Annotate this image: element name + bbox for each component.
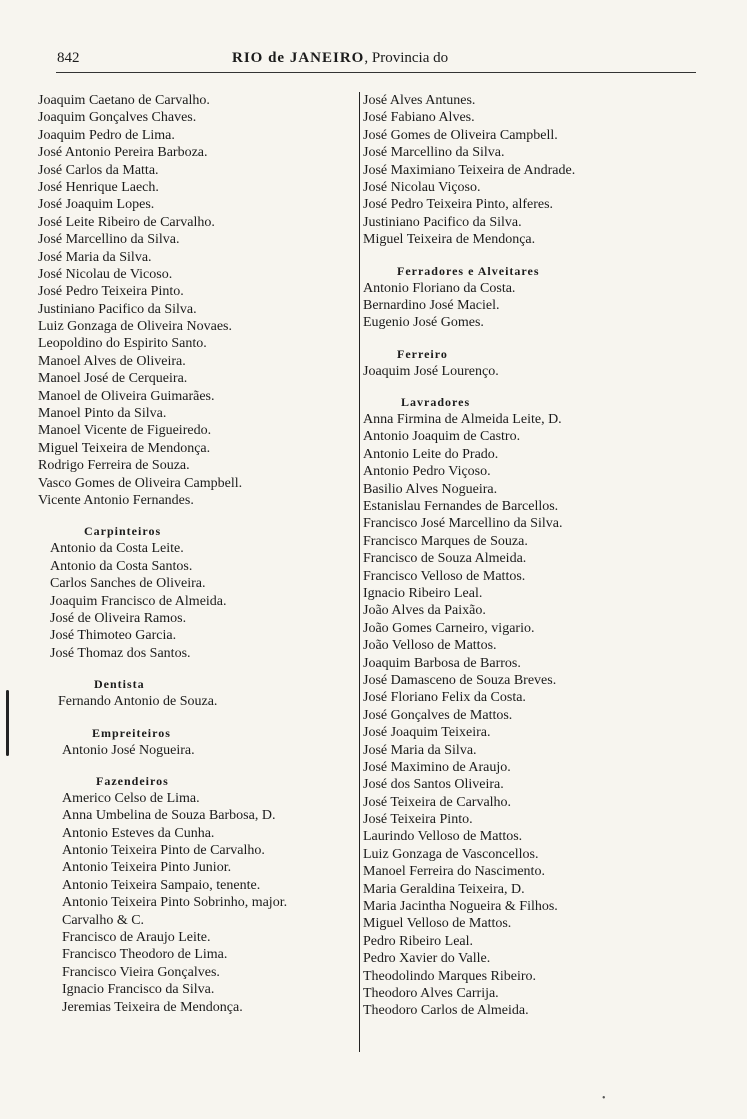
fazendeiros-list (38, 790, 360, 1016)
list-entry: José Floriano Felix da Costa. (363, 690, 526, 706)
section-heading-ferreiro: Ferreiro (397, 346, 448, 361)
list-entry: Manoel Ferreira do Nascimento. (363, 864, 545, 880)
list-entry: Theodoro Carlos de Almeida. (363, 1003, 529, 1019)
list-entry: José Maria da Silva. (38, 249, 152, 265)
list-entry: José Teixeira Pinto. (363, 812, 473, 828)
list-entry: Theodolindo Marques Ribeiro. (363, 968, 537, 984)
list-entry: José Marcellino da Silva. (38, 232, 180, 248)
running-title-main: RIO de JANEIRO (232, 50, 365, 66)
list-entry: José Carlos da Matta. (38, 162, 159, 178)
list-entry: Pedro Ribeiro Leal. (363, 933, 474, 949)
list-entry: Antonio José Nogueira. (62, 742, 195, 758)
list-entry: Francisco Marques de Souza. (363, 533, 528, 549)
ferreiro-list (363, 363, 663, 380)
lavradores-list (363, 411, 663, 1020)
list-entry: Francisco de Araujo Leite. (62, 930, 211, 946)
list-entry: José Joaquim Lopes. (38, 197, 155, 213)
list-entry: Antonio da Costa Leite. (50, 541, 184, 557)
list-entry: João Velloso de Mattos. (363, 638, 497, 654)
list-entry: José Fabiano Alves. (363, 110, 475, 126)
list-entry: José Damasceno de Souza Breves. (363, 672, 557, 688)
left-list-continued (38, 92, 360, 509)
list-entry: Antonio Esteves da Cunha. (62, 825, 215, 841)
list-entry: Carlos Sanches de Oliveira. (50, 576, 206, 592)
list-entry: Miguel Teixeira de Mendonça. (363, 232, 536, 248)
list-entry: Francisco José Marcellino da Silva. (363, 516, 563, 532)
list-entry: Luiz Gonzaga de Oliveira Novaes. (38, 319, 232, 335)
list-entry: Manoel José de Cerqueira. (38, 371, 188, 387)
list-entry: Basilio Alves Nogueira. (363, 481, 498, 497)
list-entry: Antonio Teixeira Pinto Sobrinho, major. (62, 895, 288, 911)
list-entry: José dos Santos Oliveira. (363, 777, 504, 793)
list-entry: Joaquim José Lourenço. (363, 363, 499, 379)
dentista-list (38, 693, 360, 710)
margin-ink-mark (6, 690, 9, 756)
list-entry: José Gomes de Oliveira Campbell. (363, 127, 558, 143)
list-entry: Maria Geraldina Teixeira, D. (363, 881, 525, 897)
carpinteiros-list (38, 540, 360, 662)
section-heading-dentista: Dentista (94, 677, 145, 692)
list-entry: Vasco Gomes de Oliveira Campbell. (38, 475, 243, 491)
section-heading-empreiteiros: Empreiteiros (92, 725, 171, 740)
page-number: 842 (57, 50, 80, 66)
list-entry: José Alves Antunes. (363, 93, 476, 108)
list-entry: José Maximiano Teixeira de Andrade. (363, 162, 576, 178)
list-entry: Manoel de Oliveira Guimarães. (38, 388, 215, 404)
page-header (40, 48, 700, 70)
list-entry: José Pedro Teixeira Pinto, alferes. (363, 197, 554, 213)
list-entry: Vicente Antonio Fernandes. (38, 492, 194, 508)
running-title-rest: , Provincia do (364, 50, 449, 66)
list-entry: Antonio Floriano da Costa. (363, 280, 516, 296)
list-entry: José Thomaz dos Santos. (50, 645, 191, 661)
list-entry: Manoel Vicente de Figueiredo. (38, 423, 212, 439)
list-entry: Laurindo Velloso de Mattos. (363, 829, 523, 845)
list-entry: José Thimoteo Garcia. (50, 628, 177, 644)
ferradores-list (363, 280, 663, 332)
section-heading-lavradores: Lavradores (401, 395, 471, 410)
list-entry: Miguel Teixeira de Mendonça. (38, 440, 211, 456)
list-entry: Justiniano Pacifico da Silva. (38, 301, 197, 317)
header-rule (56, 72, 696, 73)
list-entry: Miguel Velloso de Mattos. (363, 916, 512, 932)
section-heading-ferradores: Ferradores e Alveitares (397, 263, 540, 278)
list-entry: Pedro Xavier do Valle. (363, 951, 491, 967)
list-entry: José Marcellino da Silva. (363, 145, 505, 161)
list-entry: Joaquim Caetano de Carvalho. (38, 93, 210, 108)
section-heading-carpinteiros: Carpinteiros (84, 524, 162, 539)
list-entry: José Maria da Silva. (363, 742, 477, 758)
right-list-continued (363, 92, 663, 249)
list-entry: José Nicolau de Vicoso. (38, 266, 173, 282)
list-entry: Rodrigo Ferreira de Souza. (38, 458, 190, 474)
list-entry: José Leite Ribeiro de Carvalho. (38, 214, 215, 230)
list-entry: Antonio da Costa Santos. (50, 558, 193, 574)
list-entry: Joaquim Pedro de Lima. (38, 127, 175, 143)
list-entry: João Alves da Paixão. (363, 603, 486, 619)
list-entry: Joaquim Barbosa de Barros. (363, 655, 521, 671)
list-entry: Eugenio José Gomes. (363, 315, 484, 331)
list-entry: Jeremias Teixeira de Mendonça. (62, 999, 243, 1015)
list-entry: Luiz Gonzaga de Vasconcellos. (363, 846, 539, 862)
list-entry: Bernardino José Maciel. (363, 297, 500, 313)
list-entry: Antonio Joaquim de Castro. (363, 429, 521, 445)
list-entry: Antonio Leite do Prado. (363, 446, 499, 462)
list-entry: José de Oliveira Ramos. (50, 610, 187, 626)
list-entry: Justiniano Pacifico da Silva. (363, 214, 522, 230)
left-column (38, 92, 360, 1016)
list-entry: Francisco Vieira Gonçalves. (62, 964, 220, 980)
list-entry: Joaquim Gonçalves Chaves. (38, 110, 197, 126)
list-entry: Theodoro Alves Carrija. (363, 985, 499, 1001)
list-entry: Manoel Pinto da Silva. (38, 406, 167, 422)
list-entry: Manoel Alves de Oliveira. (38, 353, 186, 369)
running-title (232, 50, 448, 67)
list-entry: José Nicolau Viçoso. (363, 179, 481, 195)
list-entry: João Gomes Carneiro, vigario. (363, 620, 535, 636)
list-entry: Antonio Pedro Viçoso. (363, 464, 491, 480)
list-entry: Carvalho & C. (62, 912, 145, 928)
list-entry: Fernando Antonio de Souza. (58, 694, 218, 710)
list-entry: Francisco de Souza Almeida. (363, 551, 527, 567)
list-entry: José Teixeira de Carvalho. (363, 794, 512, 810)
list-entry: Ignacio Ribeiro Leal. (363, 585, 483, 601)
list-entry: Antonio Teixeira Pinto de Carvalho. (62, 843, 265, 859)
list-entry: José Maximino de Araujo. (363, 759, 511, 775)
list-entry: Ignacio Francisco da Silva. (62, 982, 215, 998)
list-entry: Anna Firmina de Almeida Leite, D. (363, 412, 562, 428)
section-heading-fazendeiros: Fazendeiros (96, 773, 169, 788)
list-entry: Leopoldino do Espirito Santo. (38, 336, 207, 352)
stamp-mark: • (602, 1093, 606, 1104)
list-entry: Francisco Theodoro de Lima. (62, 947, 228, 963)
list-entry: Antonio Teixeira Pinto Junior. (62, 860, 232, 876)
list-entry: José Joaquim Teixeira. (363, 725, 491, 741)
list-entry: Maria Jacintha Nogueira & Filhos. (363, 899, 558, 915)
list-entry: José Henrique Laech. (38, 179, 159, 195)
list-entry: Francisco Velloso de Mattos. (363, 568, 526, 584)
list-entry: Americo Celso de Lima. (62, 790, 200, 806)
list-entry: José Gonçalves de Mattos. (363, 707, 513, 723)
list-entry: Joaquim Francisco de Almeida. (50, 593, 227, 609)
empreiteiros-list (38, 742, 360, 759)
list-entry: Antonio Teixeira Sampaio, tenente. (62, 877, 261, 893)
list-entry: Estanislau Fernandes de Barcellos. (363, 499, 559, 515)
list-entry: José Pedro Teixeira Pinto. (38, 284, 184, 300)
list-entry: José Antonio Pereira Barboza. (38, 145, 208, 161)
list-entry: Anna Umbelina de Souza Barbosa, D. (62, 808, 276, 824)
right-column (363, 92, 663, 1020)
